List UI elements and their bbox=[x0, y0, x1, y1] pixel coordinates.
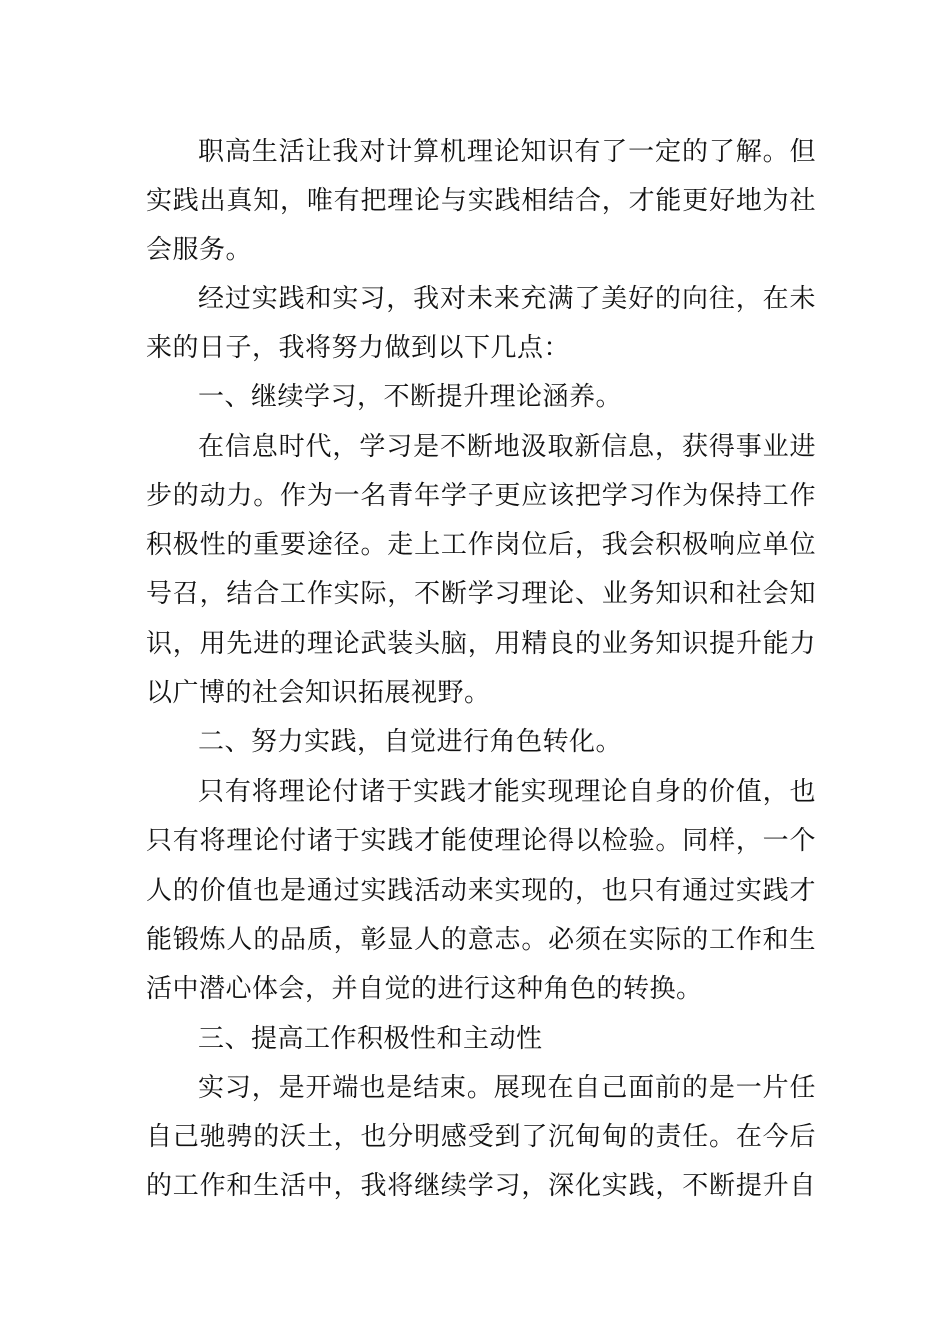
paragraph-2-line-1: 经过实践和实习，我对未来充满了美好的向往，在未 bbox=[198, 284, 816, 314]
paragraph-5-line-3: 的工作和生活中，我将继续学习，深化实践，不断提升自 bbox=[146, 1171, 816, 1201]
paragraph-3-line-1: 在信息时代，学习是不断地汲取新信息，获得事业进 bbox=[198, 432, 816, 462]
paragraph-3-line-2: 步的动力。作为一名青年学子更应该把学习作为保持工作 bbox=[146, 481, 816, 511]
heading-2: 二、努力实践，自觉进行角色转化。 bbox=[198, 727, 623, 757]
paragraph-1-line-2: 实践出真知，唯有把理论与实践相结合，才能更好地为社 bbox=[146, 186, 816, 216]
paragraph-5-line-1: 实习，是开端也是结束。展现在自己面前的是一片任 bbox=[198, 1073, 816, 1103]
paragraph-3-line-3: 积极性的重要途径。走上工作岗位后，我会积极响应单位 bbox=[146, 530, 816, 560]
paragraph-4-line-4: 能锻炼人的品质，彰显人的意志。必须在实际的工作和生 bbox=[146, 925, 816, 955]
paragraph-3-line-5: 识，用先进的理论武装头脑，用精良的业务知识提升能力 bbox=[146, 629, 816, 659]
paragraph-4-line-3: 人的价值也是通过实践活动来实现的，也只有通过实践才 bbox=[146, 876, 816, 906]
paragraph-4-line-2: 只有将理论付诸于实践才能使理论得以检验。同样，一个 bbox=[146, 826, 816, 856]
paragraph-1-line-3: 会服务。 bbox=[146, 235, 253, 265]
paragraph-4-line-5: 活中潜心体会，并自觉的进行这种角色的转换。 bbox=[146, 974, 703, 1004]
paragraph-4-line-1: 只有将理论付诸于实践才能实现理论自身的价值，也 bbox=[198, 777, 816, 807]
paragraph-2-line-2: 来的日子，我将努力做到以下几点： bbox=[146, 333, 571, 363]
paragraph-1-line-1: 职高生活让我对计算机理论知识有了一定的了解。但 bbox=[198, 137, 816, 167]
paragraph-5-line-2: 自己驰骋的沃土，也分明感受到了沉甸甸的责任。在今后 bbox=[146, 1122, 816, 1152]
heading-1: 一、继续学习，不断提升理论涵养。 bbox=[198, 382, 623, 412]
paragraph-3-line-6: 以广博的社会知识拓展视野。 bbox=[146, 678, 491, 708]
heading-3: 三、提高工作积极性和主动性 bbox=[198, 1024, 543, 1054]
paragraph-3-line-4: 号召，结合工作实际，不断学习理论、业务知识和社会知 bbox=[146, 579, 816, 609]
